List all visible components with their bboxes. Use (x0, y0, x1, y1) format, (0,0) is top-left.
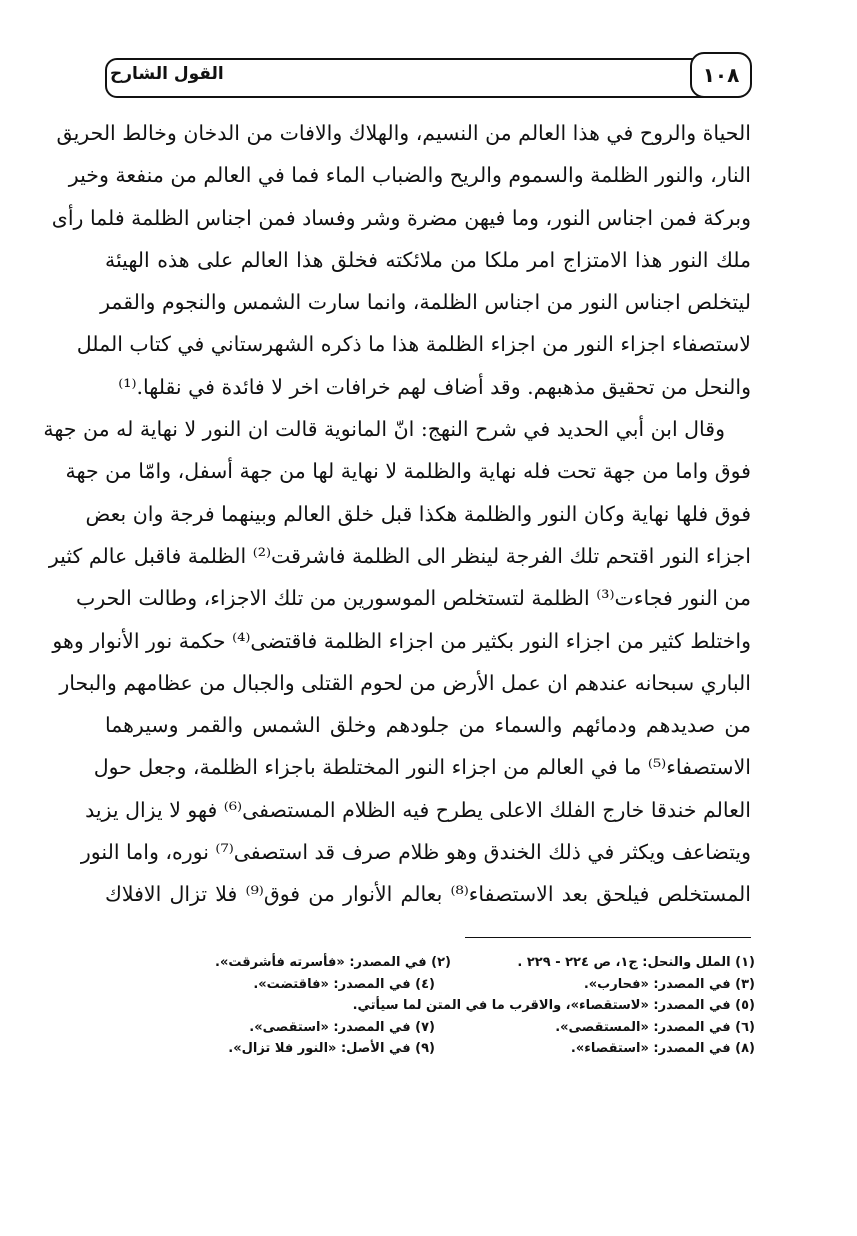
text-line: لاستصفاء اجزاء النور من اجزاء الظلمة هذا ما ذكره الشهرستاني في كتاب الملل (76, 332, 751, 357)
text-line: ملك النور هذا الامتزاج امر ملكا من ملائكته فخلق هذا العالم على هذه الهيئة (105, 247, 751, 272)
text-line: واختلط كثير من اجزاء النور بكثير من اجزاء الظلمة فاقتضى⁽⁴⁾ حكمة نور الأنوار وهو (52, 628, 751, 653)
text-line: الباري سبحانه عندهم ان عمل الأرض من لحوم القتلى والجبال من عظامهم والبحار (59, 670, 751, 695)
text-line: من النور فجاءت⁽³⁾ الظلمة لتستخلص الموسورين من تلك الاجزاء، وطالت الحرب (76, 586, 751, 611)
footnote: (٩) في الأصل: «النور فلا تزال». (228, 1041, 435, 1056)
text-line: اجزاء النور اقتحم تلك الفرجة لينظر الى الظلمة فاشرقت⁽²⁾ الظلمة فاقبل عالم كثير (48, 543, 751, 568)
main-text (43, 112, 751, 916)
text-line: من صديدهم ودمائهم والسماء من جلودهم وخلق الشمس والقمر وسيرهما (105, 713, 751, 738)
footnote: (١) الملل والنحل: ج١، ص ٢٢٤ - ٢٢٩ . (517, 955, 755, 970)
text-line: والنحل من تحقيق مذهبهم. وقد أضاف لهم خرافات اخر لا فائدة في نقلها.⁽¹⁾ (118, 374, 751, 399)
page-number: ١٠٨ (690, 52, 752, 98)
footnote: (٥) في المصدر: «لاستقصاء»، والاقرب ما في المتن لما سيأتي. (352, 998, 755, 1013)
text-line: وبركة فمن اجناس النور، وما فيهن مضرة وشر وفساد فمن اجناس الظلمة فلما رأى (51, 205, 751, 230)
footnote: (٢) في المصدر: «فأسرته فأشرقت». (215, 955, 451, 970)
text-line: المستخلص فيلحق بعد الاستصفاء⁽⁸⁾ بعالم الأنوار من فوق⁽⁹⁾ فلا تزال الافلاك (105, 882, 751, 907)
text-line: الحياة والروح في هذا العالم من النسيم، والهلاك والافات من الدخان وخالط الحريق (56, 121, 751, 145)
text-line: العالم خندقا خارج الفلك الاعلى يطرح فيه الظلام المستصفى⁽⁶⁾ فهو لا يزال يزيد (85, 797, 751, 822)
text-line: ليتخلص اجناس النور من اجناس الظلمة، وانما سارت الشمس والنجوم والقمر (100, 290, 751, 315)
running-title: القول الشارح (110, 64, 224, 84)
footnote-separator (465, 937, 751, 938)
text-line: الاستصفاء⁽⁵⁾ ما في العالم من اجزاء النور المختلطة باجزاء الظلمة، وجعل حول (93, 755, 751, 780)
footnote: (٨) في المصدر: «استقصاء». (570, 1041, 755, 1056)
text-line: ويتضاعف ويكثر في ذلك الخندق وهو ظلام صرف قد استصفى⁽⁷⁾ نوره، واما النور (80, 840, 751, 865)
footnote: (٣) في المصدر: «فحارب». (583, 976, 755, 992)
text-line: النار، والنور الظلمة والسموم والريح والضباب الماء فما في العالم من منفعة وخير (68, 163, 751, 188)
footnote: (٧) في المصدر: «استقصى». (249, 1019, 435, 1035)
text-line: وقال ابن أبي الحديد في شرح النهج: انّ المانوية قالت ان النور لا نهاية له من جهة (43, 417, 725, 442)
footnote: (٤) في المصدر: «فاقتضت». (253, 976, 435, 992)
text-line: فوق فلها نهاية وكان النور والظلمة هكذا قبل خلق العالم وبينهما فرجة وان بعض (85, 501, 751, 526)
footnotes (215, 952, 755, 1060)
text-line: فوق واما من جهة تحت فله نهاية والظلمة لا نهاية لها من جهة أسفل، وامّا من جهة (65, 459, 751, 484)
footnote: (٦) في المصدر: «المستقصى». (555, 1019, 755, 1035)
